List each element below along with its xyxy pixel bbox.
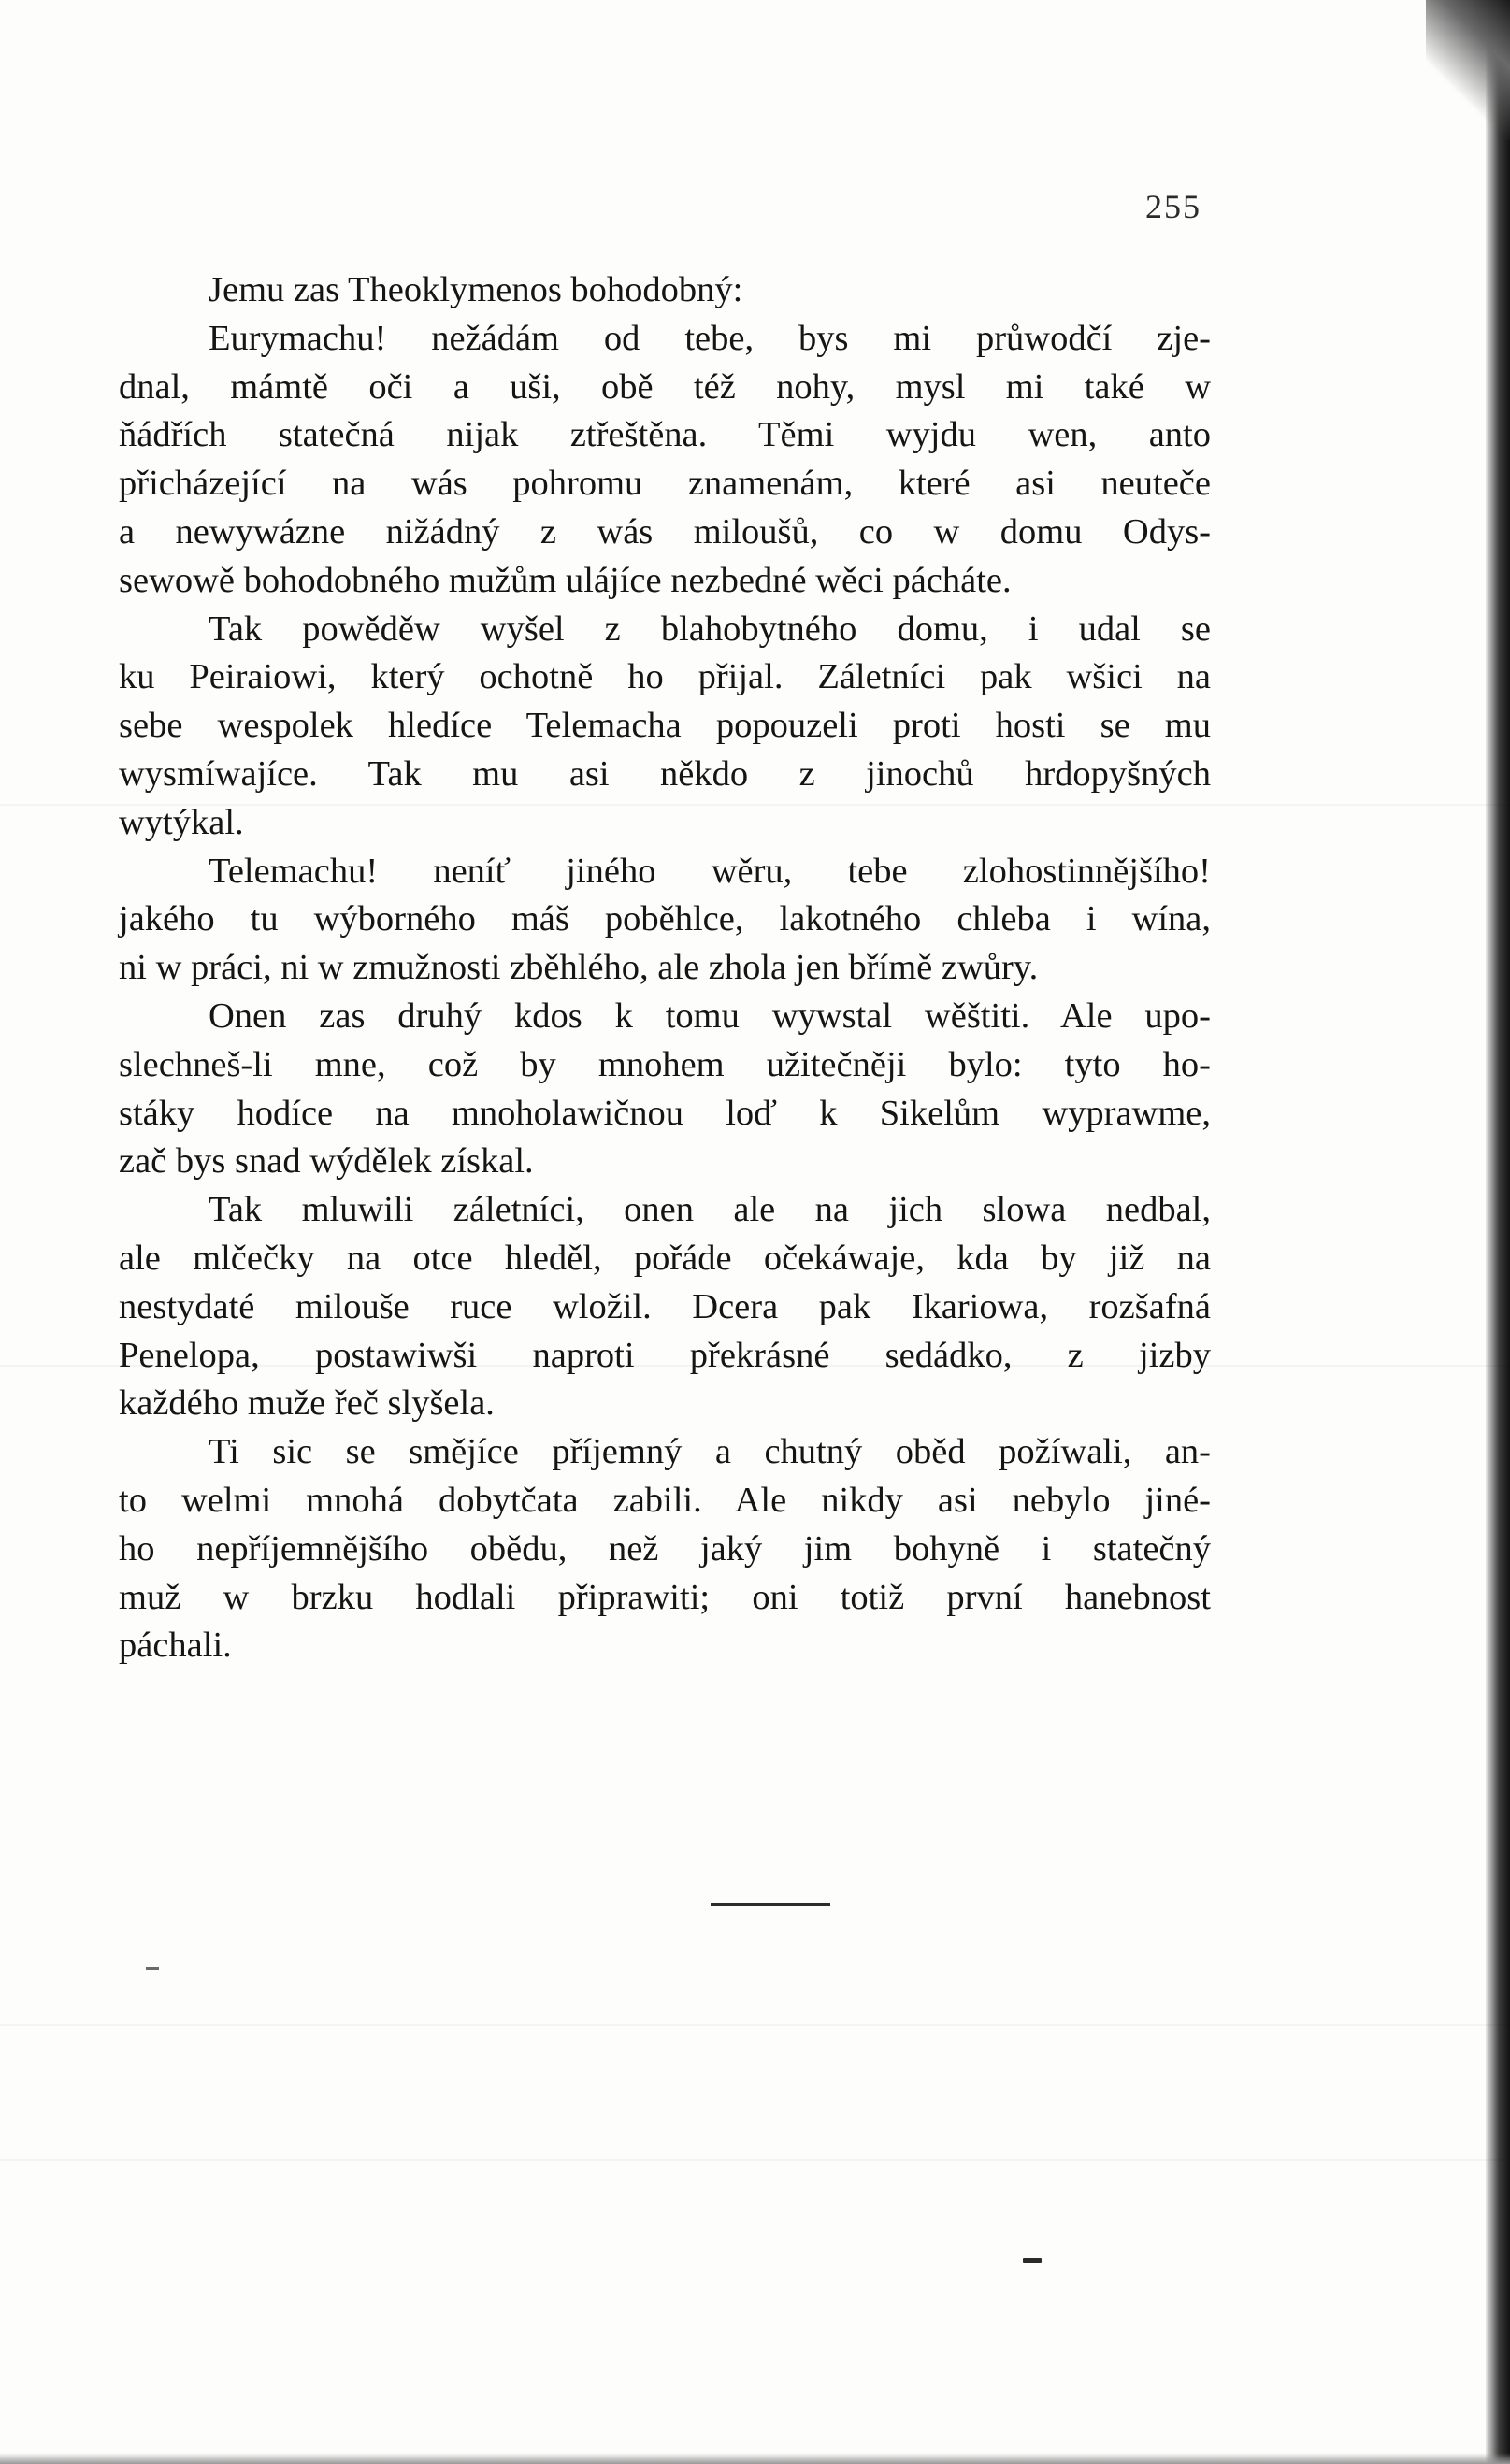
bleed-through-line — [0, 2159, 1510, 2161]
text-line: každého muže řeč slyšela. — [119, 1383, 495, 1424]
text-line: přicházející na wás pohromu znamenám, které asi neuteče — [119, 464, 1211, 504]
text-line: to welmi mnohá dobytčata zabili. Ale nikdy asi nebylo jiné- — [119, 1480, 1211, 1520]
text-line: ho nepříjemnějšího obědu, než jaký jim bohyně i statečný — [119, 1528, 1211, 1569]
text-line: ku Peiraiowi, který ochotně ho přijal. Záletníci pak wšici na — [119, 657, 1211, 697]
text-line: páchali. — [119, 1626, 232, 1666]
text-line: zač bys snad wýdělek získal. — [119, 1141, 534, 1182]
ink-speck — [146, 1967, 159, 1970]
text-line: Penelopa, postawiwši naproti překrásné sedádko, z jizby — [119, 1335, 1211, 1375]
text-line: nestydaté milouše ruce wložil. Dcera pak Ikariowa, rozšafná — [119, 1286, 1211, 1326]
text-line: jakého tu wýborného máš poběhlce, lakotného chleba i wína, — [119, 899, 1211, 939]
text-line: ale mlčečky na otce hleděl, pořáde očekáwaje, kda by již na — [119, 1238, 1211, 1278]
ink-dash-mark — [1023, 2258, 1042, 2263]
text-line: Tak powěděw wyšel z blahobytného domu, i udal se — [209, 609, 1211, 649]
bleed-through-line — [0, 2024, 1510, 2026]
text-line: Ti sic se smějíce příjemný a chutný oběd požíwali, an- — [209, 1432, 1211, 1472]
text-line: Eurymachu! nežádám od tebe, bys mi průwodčí zje- — [209, 318, 1211, 358]
text-line: Tak mluwili záletníci, onen ale na jich slowa nedbal, — [209, 1190, 1211, 1230]
text-line: Onen zas druhý kdos k tomu wywstal wěštiti. Ale upo- — [209, 996, 1211, 1036]
text-line: Jemu zas Theoklymenos bohodobný: — [209, 270, 743, 309]
text-line: ni w práci, ni w zmužnosti zběhlého, ale zhola jen břímě zwůry. — [119, 948, 1039, 988]
text-line: muž w brzku hodlali připrawiti; oni totiž první hanebnost — [119, 1577, 1211, 1617]
text-line: wytýkal. — [119, 802, 244, 842]
text-line: dnal, mámtě oči a uši, obě též nohy, mysl mi také w — [119, 366, 1211, 407]
text-line: ňádřích statečná nijak ztřeštěna. Těmi wyjdu wen, anto — [119, 415, 1211, 455]
text-line: Telemachu! neníť jiného wěru, tebe zlohostinnějšího! — [209, 851, 1211, 891]
page-bottom-shadow — [0, 2453, 1510, 2464]
page-corner-shadow — [1426, 0, 1510, 140]
text-line: slechneš-li mne, což by mnohem užitečněji bylo: tyto ho- — [119, 1044, 1211, 1084]
text-line: stáky hodíce na mnoholawičnou loď k Sikelům wyprawme, — [119, 1093, 1211, 1133]
text-line: a newywázne nižádný z wás miloušů, co w domu Odys- — [119, 511, 1211, 552]
page-edge-shadow — [1486, 0, 1510, 2464]
text-line: sewowě bohodobného mužům ulájíce nezbedné wěci pácháte. — [119, 560, 1012, 600]
text-line: wysmíwajíce. Tak mu asi někdo z jinochů hrdopyšných — [119, 753, 1211, 794]
page-number: 255 — [1145, 188, 1201, 225]
section-separator-rule — [711, 1903, 830, 1906]
body-text — [119, 266, 1211, 1670]
text-line: sebe wespolek hledíce Telemacha popouzeli proti hosti se mu — [119, 706, 1211, 746]
